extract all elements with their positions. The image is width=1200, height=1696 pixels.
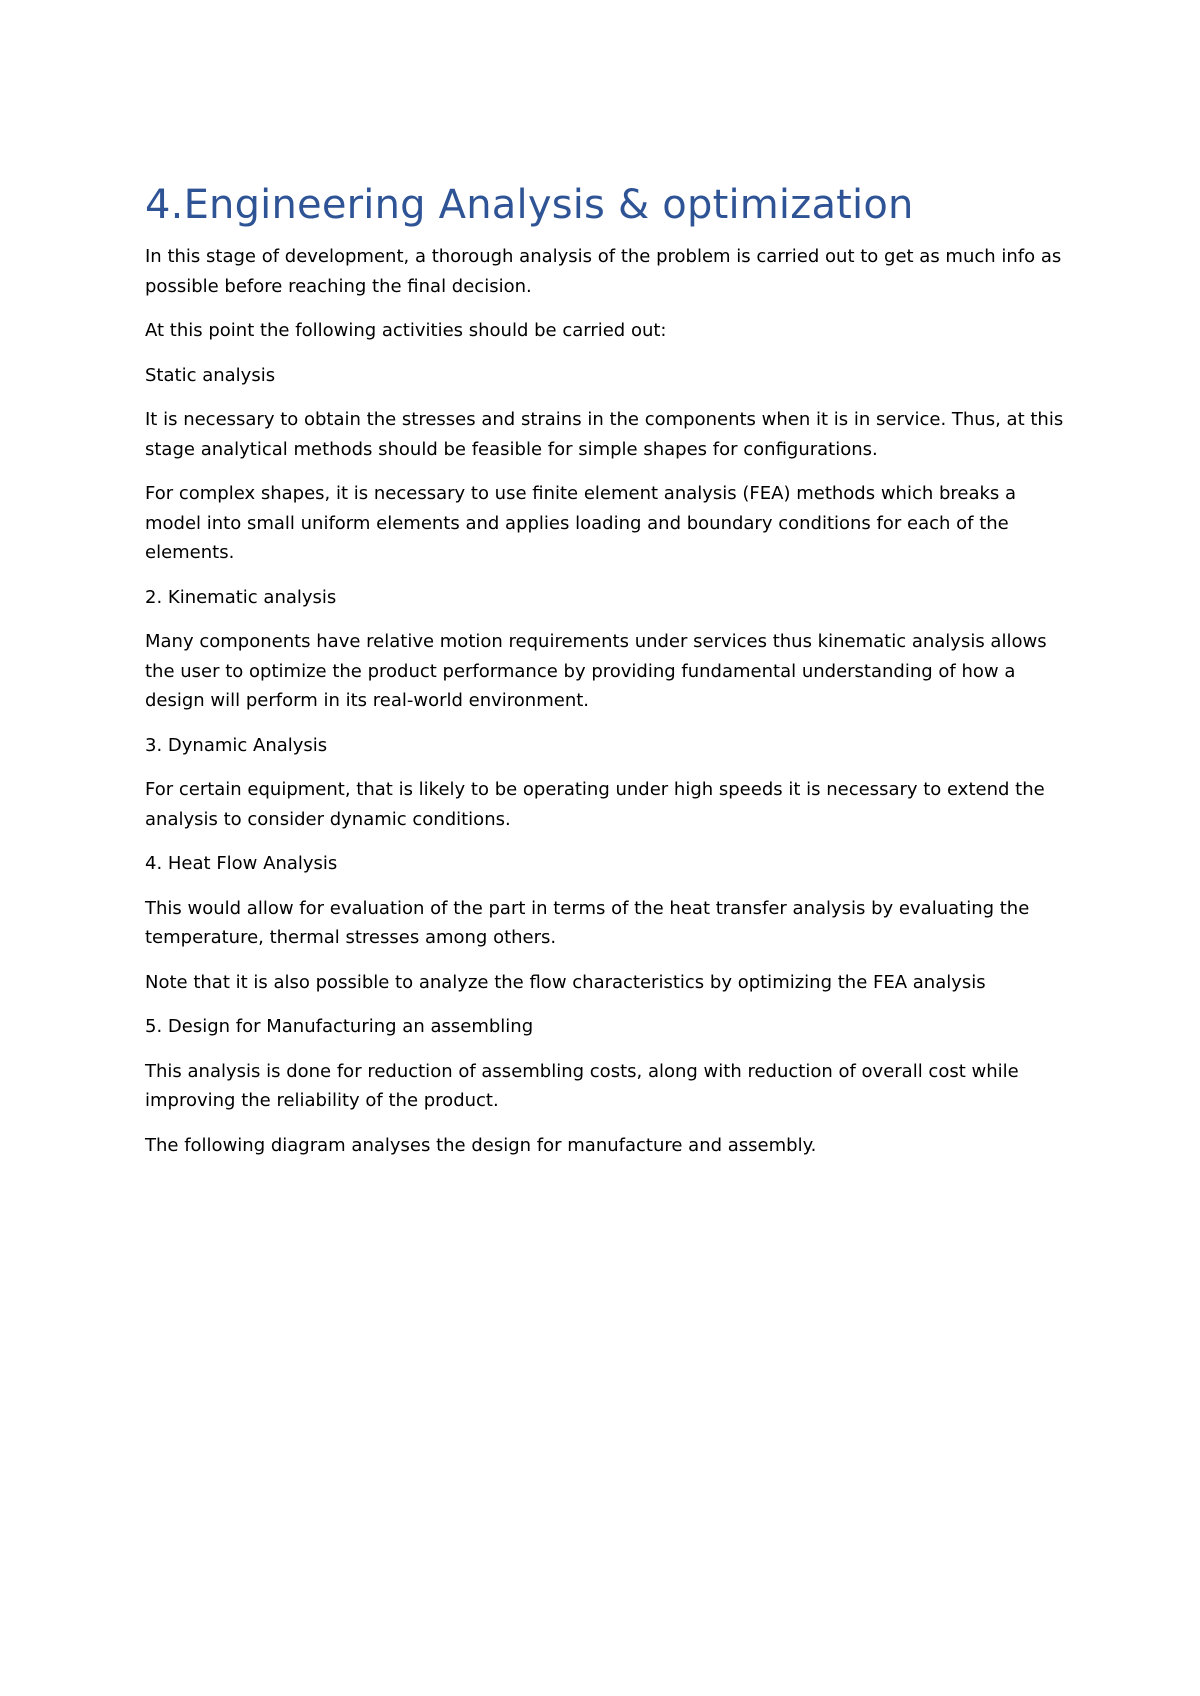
subheading-dynamic-analysis: 3. Dynamic Analysis <box>145 734 328 756</box>
subheading-static-analysis: Static analysis <box>145 364 276 386</box>
subheading-design-for-manufacturing: 5. Design for Manufacturing an assembling <box>145 1016 534 1037</box>
paragraph-design-for-manufacturing: This analysis is done for reduction of assembling costs, along with reduction of overall cost while improving the reliability of the product. <box>145 1060 1019 1111</box>
subheading-kinematic-analysis: 2. Kinematic analysis <box>145 586 337 608</box>
paragraph-dynamic-analysis: For certain equipment, that is likely to be operating under high speeds it is necessary to extend the analysis to consider dynamic conditions. <box>145 779 1045 830</box>
paragraph-static-analysis: It is necessary to obtain the stresses and strains in the components when it is in service. Thus, at this stage analytical methods should be feasible for simple shapes for configurations. <box>145 409 1064 460</box>
paragraph-heat-flow-analysis: This would allow for evaluation of the part in terms of the heat transfer analysis by evaluating the temperature, thermal stresses among others. <box>145 897 1030 948</box>
paragraph-activities-lead: At this point the following activities should be carried out: <box>145 320 667 341</box>
paragraph-flow-note: Note that it is also possible to analyze the flow characteristics by optimizing the FEA analysis <box>145 971 986 993</box>
section-heading: 4.Engineering Analysis & optimization <box>145 182 914 228</box>
paragraph-diagram-intro: The following diagram analyses the design for manufacture and assembly. <box>145 1134 817 1156</box>
document-body <box>145 180 1065 1175</box>
subheading-heat-flow-analysis: 4. Heat Flow Analysis <box>145 853 338 874</box>
paragraph-kinematic-analysis: Many components have relative motion requirements under services thus kinematic analysis allows the user to optimize the product performance by providing fundamental understanding of how a design will perform in its real-world environment. <box>145 631 1047 711</box>
paragraph-fea: For complex shapes, it is necessary to use finite element analysis (FEA) methods which breaks a model into small uniform elements and applies loading and boundary conditions for each of the elements. <box>145 483 1017 563</box>
paragraph-intro: In this stage of development, a thorough analysis of the problem is carried out to get as much info as possible before reaching the final decision. <box>145 246 1062 297</box>
